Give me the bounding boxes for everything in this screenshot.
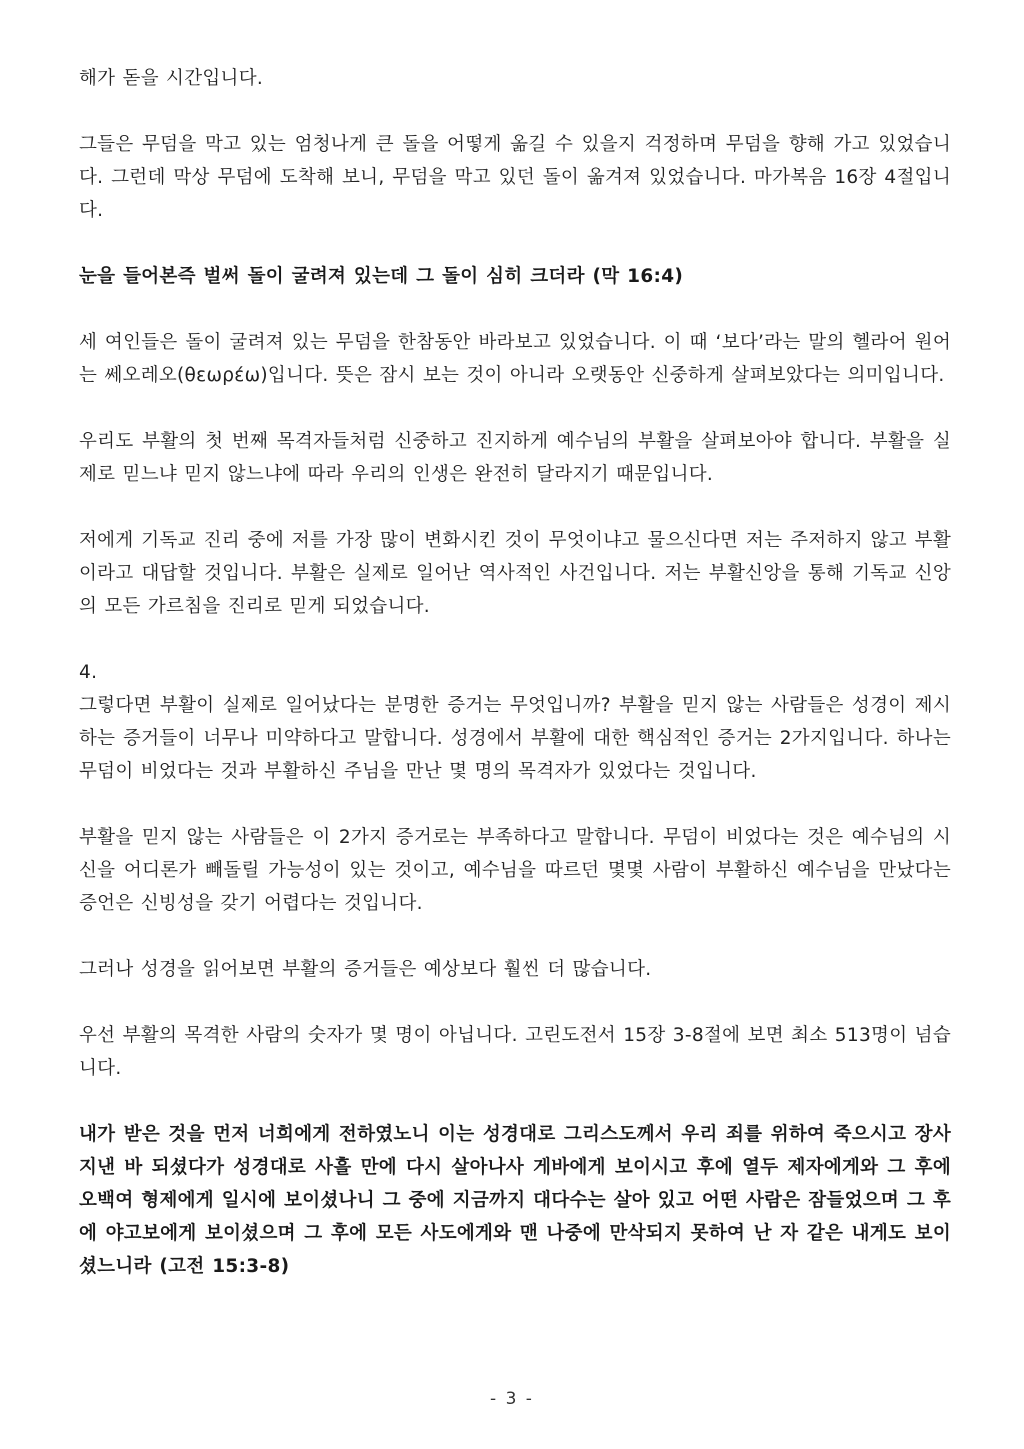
paragraph: 세 여인들은 돌이 굴려져 있는 무덤을 한참동안 바라보고 있었습니다. 이 때 ‘보다’라는 말의 헬라어 원어는 쎄오레오(θεωρέω)입니다. 뜻은 잠시 보는 것이 아니라 오랫동안 신중하게 살펴보았다는 의미입니다. <box>79 332 951 386</box>
scripture-quote: 내가 받은 것을 먼저 너희에게 전하였노니 이는 성경대로 그리스도께서 우리 죄를 위하여 죽으시고 장사 지낸 바 되셨다가 성경대로 사흘 만에 다시 살아나사 게바에게 보이시고 후에 열두 제자에게와 그 후에 오백여 형제에게 일시에 보이셨나니 그 중에 지금까지 대다수는 살아 있고 어떤 사람은 잠들었으며 그 후에 야고보에게 보이셨으며 그 후에 모든 사도에게와 맨 나중에 만삭되지 못하여 난 자 같은 내게도 보이셨느니라 (고전 15:3-8) <box>79 1124 951 1277</box>
section-number: 4. <box>79 662 98 683</box>
paragraph: 그렇다면 부활이 실제로 일어났다는 분명한 증거는 무엇입니까? 부활을 믿지 않는 사람들은 성경이 제시하는 증거들이 너무나 미약하다고 말합니다. 성경에서 부활에 대한 핵심적인 증거는 2가지입니다. 하나는 무덤이 비었다는 것과 부활하신 주님을 만난 몇 명의 목격자가 있었다는 것입니다. <box>79 695 951 782</box>
paragraph: 부활을 믿지 않는 사람들은 이 2가지 증거로는 부족하다고 말합니다. 무덤이 비었다는 것은 예수님의 시신을 어디론가 빼돌릴 가능성이 있는 것이고, 예수님을 따르던 몇몇 사람이 부활하신 예수님을 만났다는 증언은 신빙성을 갖기 어렵다는 것입니다. <box>79 827 951 914</box>
paragraph: 우선 부활의 목격한 사람의 숫자가 몇 명이 아닙니다. 고린도전서 15장 3-8절에 보면 최소 513명이 넘습니다. <box>79 1025 951 1079</box>
paragraph: 우리도 부활의 첫 번째 목격자들처럼 신중하고 진지하게 예수님의 부활을 살펴보아야 합니다. 부활을 실제로 믿느냐 믿지 않느냐에 따라 우리의 인생은 완전히 달라지기 때문입니다. <box>79 431 951 485</box>
document-body <box>79 62 951 1316</box>
page-number: - 3 - <box>490 1389 534 1409</box>
paragraph: 해가 돋을 시간입니다. <box>79 68 264 89</box>
paragraph: 그들은 무덤을 막고 있는 엄청나게 큰 돌을 어떻게 옮길 수 있을지 걱정하며 무덤을 향해 가고 있었습니다. 그런데 막상 무덤에 도착해 보니, 무덤을 막고 있던 돌이 옮겨져 있었습니다. 마가복음 16장 4절입니다. <box>79 134 951 221</box>
paragraph: 그러나 성경을 읽어보면 부활의 증거들은 예상보다 훨씬 더 많습니다. <box>79 959 652 980</box>
paragraph: 저에게 기독교 진리 중에 저를 가장 많이 변화시킨 것이 무엇이냐고 물으신다면 저는 주저하지 않고 부활이라고 대답할 것입니다. 부활은 실제로 일어난 역사적인 사건입니다. 저는 부활신앙을 통해 기독교 신앙의 모든 가르침을 진리로 믿게 되었습니다. <box>79 530 951 617</box>
scripture-quote: 눈을 들어본즉 벌써 돌이 굴려져 있는데 그 돌이 심히 크더라 (막 16:4) <box>79 266 684 287</box>
